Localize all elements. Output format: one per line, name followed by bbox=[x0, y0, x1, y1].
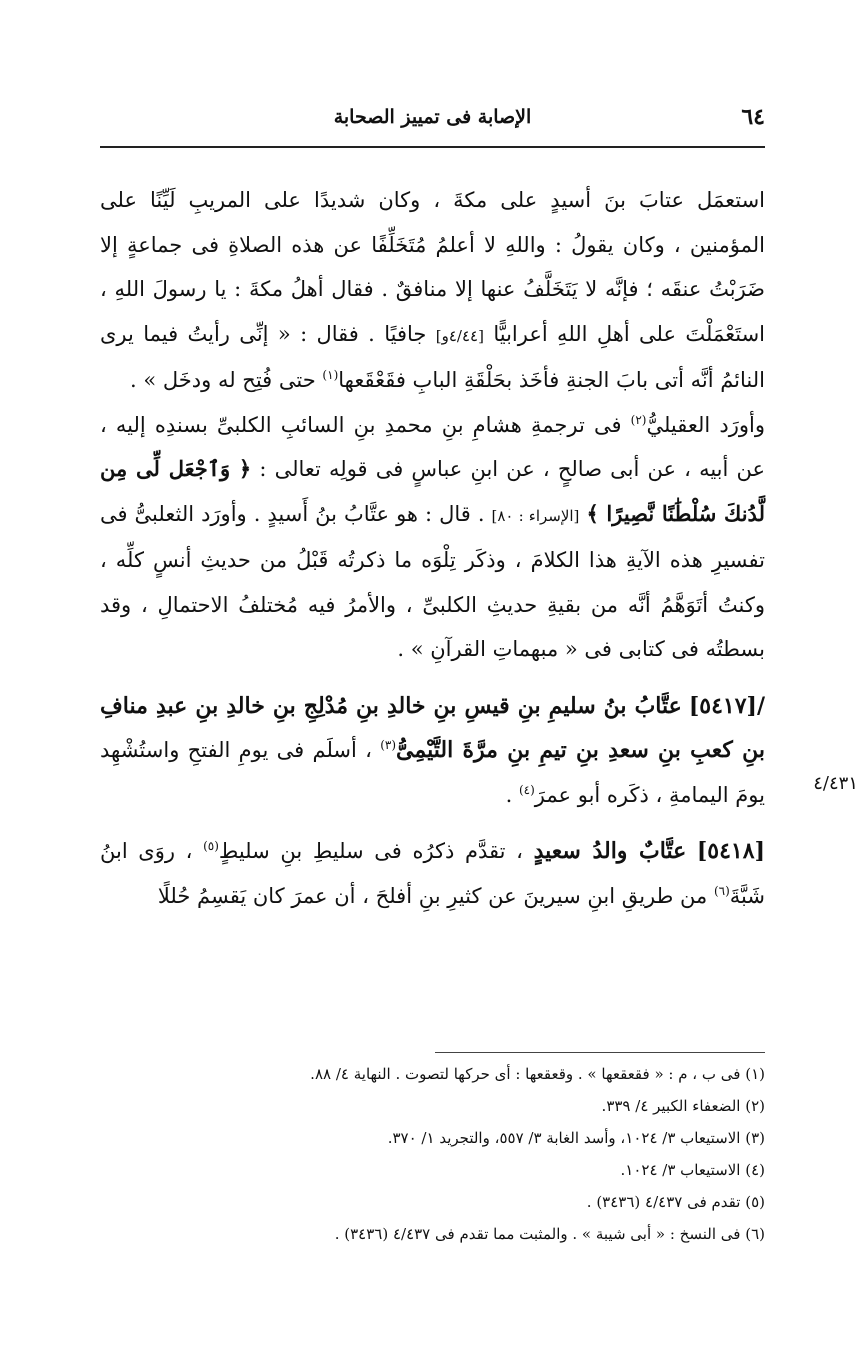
footnote-mark-1[interactable]: (١) bbox=[322, 368, 339, 382]
footnote-4: (٤) الاستيعاب ٣/ ١٠٢٤. bbox=[620, 1161, 765, 1179]
quran-verse: ﴿ وَٱجْعَل لِّى مِن لَّدُنكَ سُلْطَٰنًا نَّصِيرًا ﴾ bbox=[100, 456, 765, 526]
footnote-mark-5[interactable]: (٥) bbox=[203, 839, 219, 853]
margin-folio-note: ٤/٤٣١ bbox=[813, 773, 858, 794]
entry-5417-end: . bbox=[505, 782, 513, 807]
para2-text-b: فى ترجمةِ هشامِ بنِ محمدِ بنِ السائبِ الكلبىِّ بسندِه إليه ، عن أبيه ، عن أبى صالحٍ ، عن ابنِ عباسٍ فى قولِه تعالى : bbox=[100, 412, 766, 481]
paragraph-2 bbox=[100, 403, 765, 672]
running-title: الإصابة فى تمييز الصحابة bbox=[333, 106, 532, 128]
footnote-2: (٢) الضعفاء الكبير ٤/ ٣٣٩. bbox=[601, 1097, 765, 1115]
page-number: ٦٤ bbox=[741, 104, 765, 130]
footnote-mark-3[interactable]: (٣) bbox=[380, 738, 397, 752]
para1-text-b: جافيًا . فقال : « إنِّى رأيتُ فيما يرى النائمُ أنَّه أتى بابَ الجنةِ فأخَذ بحَلْقَةِ البابِ فقَعْقَعها bbox=[100, 321, 765, 392]
entry-name-5417: عتَّابُ بنُ سليمِ بنِ قيسِ بنِ خالدِ بنِ مُدْلِجِ بنِ خالدِ بنِ عبدِ منافِ بنِ كعبِ بنِ سعدِ بنِ تيمِ بنِ مرَّةَ التَّيْمِىُّ bbox=[100, 692, 765, 763]
para1-text-a: استعمَل عتابَ بنَ أسيدٍ على مكةَ ، وكان شديدًا على المريبِ لَيِّنًا على المؤمنين ، وكان يقولُ : واللهِ لا أعلمُ مُتَخَلِّفًا عن هذه الصلاةِ فى جماعةٍ إلا ضَرَبْتُ عنقَه ؛ فإنَّه لا يَتَخَلَّفُ عنها إلا منافقٌ . فقال أهلُ مكةَ : يا رسولَ اللهِ ، استَعْمَلْتَ على أهلِ اللهِ أعرابيًّا bbox=[100, 188, 765, 346]
entry-5418-text-c: من طريقِ ابنِ سيرينَ عن كثيرِ بنِ أفلحَ ، أن عمرَ كان يَقسِمُ حُللًا bbox=[157, 883, 708, 908]
quran-reference: [الإسراء : ٨٠] bbox=[491, 506, 580, 525]
para1-text-c: حتى فُتِح له ودخَل » . bbox=[130, 368, 316, 392]
footnote-5: (٥) تقدم فى ٤/٤٣٧ (٣٤٣٦) . bbox=[586, 1193, 765, 1211]
paragraph-1 bbox=[100, 178, 765, 403]
entry-name-5418: عتَّابٌ والدُ سعيدٍ bbox=[533, 838, 687, 864]
para2-text-a: وأورَد العقيليُّ bbox=[646, 412, 765, 437]
footnote-3: (٣) الاستيعاب ٣/ ١٠٢٤، وأسد الغابة ٣/ ٥٥٧، والتجريد ١/ ٣٧٠. bbox=[387, 1129, 765, 1147]
footnote-6: (٦) فى النسخ : « أبى شيبة » . والمثبت مما تقدم فى ٤/٤٣٧ (٣٤٣٦) . bbox=[334, 1225, 765, 1243]
footnote-mark-6[interactable]: (٦) bbox=[713, 883, 730, 898]
entry-5418-text-a: ، تقدَّم ذكرُه فى سليطِ بنِ سليطٍ bbox=[218, 839, 523, 863]
page-header bbox=[100, 100, 765, 140]
footnote-mark-4[interactable]: (٤) bbox=[518, 782, 535, 797]
main-text bbox=[100, 178, 765, 918]
header-rule bbox=[100, 146, 765, 148]
footnote-1: (١) فى ب ، م : « فقعقعها » . وقعقعها : أى حركها لتصوت . النهاية ٤/ ٨٨. bbox=[310, 1065, 765, 1083]
entry-number-5417: /[٥٤١٧] bbox=[688, 692, 765, 719]
entry-5417-text: ، أسلَم فى يومِ الفتحِ واستُشْهِد يومَ اليمامةِ ، ذكَره أبو عمرَ bbox=[100, 738, 765, 807]
folio-reference: [٤/٤٤و] bbox=[435, 326, 484, 345]
footnote-rule bbox=[435, 1052, 765, 1053]
entry-number-5418: [٥٤١٨] bbox=[696, 838, 765, 864]
entry-5418-text-b: ، روَى ابنُ شَبَّةَ bbox=[100, 839, 765, 908]
para2-text-c: . قال : هو عتَّابُ بنُ أَسيدٍ . وأورَد الثعلبىُّ فى تفسيرِ هذه الآيةِ هذا الكلامَ ، وذكَر تِلْوَه ما ذكرتُه قَبْلُ من حديثِ أنسٍ كلِّه ، وكنتُ أتَوَهَّمُ أنَّه من بقيةِ حديثِ الكلبىِّ ، والأمرُ فيه مُختلفُ الاحتمالِ ، وقد بسطتُه فى كتابى فى « مبهماتِ القرآنِ » . bbox=[100, 501, 765, 661]
footnotes bbox=[100, 1058, 765, 1250]
entry-5417 bbox=[100, 684, 765, 818]
entry-5418 bbox=[100, 829, 765, 918]
footnote-mark-2[interactable]: (٢) bbox=[630, 412, 647, 427]
